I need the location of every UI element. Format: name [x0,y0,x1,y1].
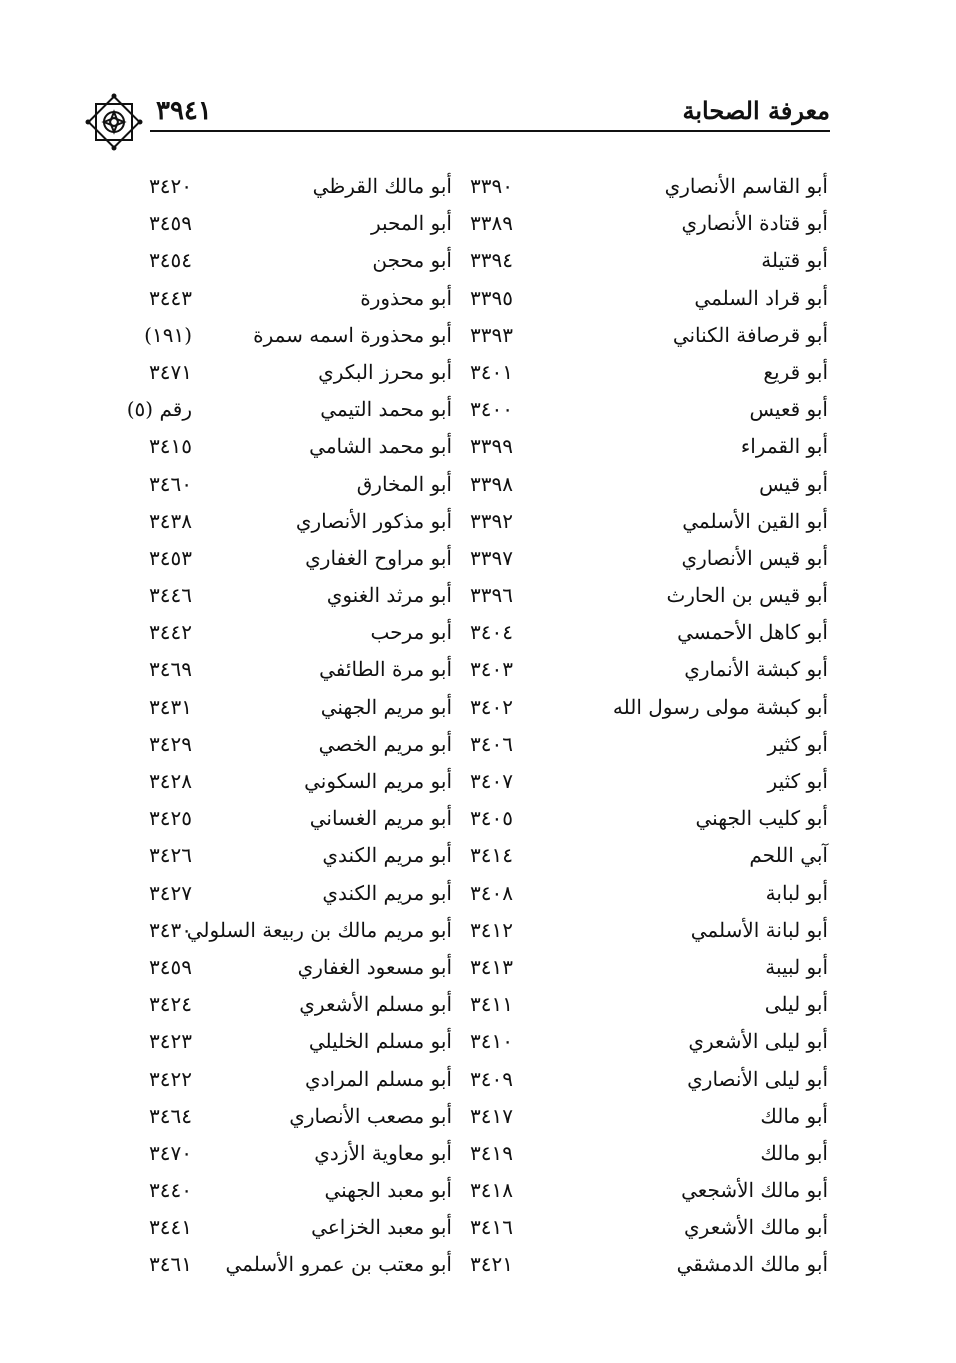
index-entry-number: ٣٤٤١ [149,1215,192,1240]
index-row [100,763,840,800]
index-entry-name: أبو مريم الجهني [320,694,452,719]
index-entry-name: أبو القمراء [740,434,828,459]
index-row [100,391,840,428]
index-entry-number: ٣٤٣٨ [149,508,192,533]
index-entry-name: آبي اللحم [749,843,828,868]
index-entry-name: أبو القاسم الأنصاري [664,174,828,198]
index-row [100,540,840,577]
index-entry-number: ٣٤١٠ [470,1029,513,1054]
index-entry-number: ٣٤٤٦ [149,583,192,608]
index-entry-number: ٣٤١٤ [470,843,513,868]
index-entry-name: أبو معبد الجهني [324,1178,452,1203]
index-entry-name: أبو معبد الخزاعي [311,1215,452,1240]
index-entry-name: أبو قراد السلمي [694,285,828,310]
index-row [100,466,840,503]
header-rule [150,130,830,132]
index-entry-name: أبو مريم الغساني [309,806,452,831]
index-row [100,800,840,837]
index-entry-name: أبو قتيلة [761,248,828,273]
index-entry-number: ٣٤٢٩ [149,731,192,756]
index-entry-name: أبو مسلم الخليلي [308,1029,452,1054]
index-entry-number: ٣٤٠٤ [470,620,513,645]
index-entry-name: أبو مراوح الغفاري [305,545,452,570]
index-entry-number: ٣٤١٩ [470,1140,513,1165]
index-entry-number: ٣٣٩٥ [470,285,513,310]
index-entry-name: أبو مذكور الأنصاري [295,508,452,533]
index-entry-number: ٣٤٧٠ [149,1140,192,1165]
index-entry-number: ٣٤٠٧ [470,769,513,793]
index-entry-name: أبو مريم الكندي [322,880,452,905]
index-entry-name: أبو مسلم الأشعري [299,992,452,1017]
index-entry-number: ٣٤٧١ [149,359,192,384]
index-entry-number: ٣٤٢٨ [149,769,192,793]
index-row [100,168,840,205]
index-entry-name: أبو قيس بن الحارث [666,583,828,608]
index-entry-number: ٣٤١٥ [149,434,192,459]
index-entry-number: ٣٤٢٢ [149,1066,192,1091]
index-entry-name: أبو محرز البكري [318,359,452,384]
index-entry-name: أبو كبشة مولى رسول الله [612,694,828,719]
index-row [100,1135,840,1172]
index-entry-name: أبو محجن [372,248,452,273]
octagram-ornament-icon [84,92,144,152]
index-entry-name: أبو ليلى الأنصاري [687,1066,828,1091]
index-entry-name: أبو قرصافة الكناني [672,322,828,347]
index-entry-number: ٣٣٩٣ [470,322,513,347]
index-entry-name: أبو مالك الأشعري [684,1215,828,1240]
index-entry-name: أبو مسعود الغفاري [297,954,452,979]
index-entry-number: ٣٤٥٩ [149,211,192,236]
index-entry-name: أبو مصعب الأنصاري [289,1103,452,1128]
index-entry-name: أبو كليب الجهني [695,806,828,831]
index-row [100,577,840,614]
index-row [100,1023,840,1060]
index-entry-number: ٣٣٩٧ [470,545,513,570]
index-row [100,503,840,540]
index-row [100,205,840,242]
index-entry-name: أبو مرحب [370,620,452,645]
index-entry-number: ٣٤٦٩ [149,657,192,682]
index-row [100,837,840,874]
index-entry-number: ٣٤٦١ [149,1252,192,1277]
index-entry-name: أبو ليلى الأشعري [688,1029,828,1054]
index-row [100,242,840,279]
index-entry-number: ٣٣٩٠ [470,174,513,198]
index-entry-number: ٣٤٠٩ [470,1066,513,1091]
index-entry-number: ٣٤٠١ [470,359,513,384]
index-entry-name: أبو محمد التيمي [320,397,452,422]
index-entry-name: أبو لبانة الأسلمي [690,917,828,942]
index-entry-number: ٣٣٩٦ [470,583,513,608]
index-row [100,1098,840,1135]
index-entry-name: أبو قيس الأنصاري [681,545,828,570]
index-entry-number: ٣٤٤٠ [149,1178,192,1203]
index-entry-name: أبو معاوية الأزدي [314,1140,452,1165]
index-entry-name: أبو قعيس [749,397,828,422]
index-row [100,912,840,949]
index-entry-name: أبو مالك القرظي [312,174,452,198]
index-entry-number: ٣٤١١ [470,992,513,1017]
index-row [100,1172,840,1209]
index-entry-name: أبو مريم الكندي [322,843,452,868]
index-entry-name: أبو مريم مالك بن ربيعة السلولي [186,917,452,942]
index-entry-name: أبو مريم السكوني [304,769,452,793]
index-entry-number: ٣٤٣٠ [149,917,192,942]
index-row [100,986,840,1023]
index-list [100,168,840,1284]
index-entry-number: ٣٤٦٤ [149,1103,192,1128]
index-entry-name: أبو مالك الأشجعي [681,1178,828,1203]
index-row [100,1061,840,1098]
index-entry-name: أبو لبيبة [765,954,828,979]
index-entry-number: ٣٤١٦ [470,1215,513,1240]
index-entry-name: أبو المحبر [370,211,452,236]
index-row [100,317,840,354]
index-entry-number: ٣٤٥٩ [149,954,192,979]
index-entry-number: ٣٤٠٢ [470,694,513,719]
index-entry-number: ٣٤٢٧ [149,880,192,905]
index-row [100,726,840,763]
index-entry-name: أبو قريع [763,359,828,384]
index-entry-number: ٣٣٨٩ [470,211,513,236]
index-entry-name: أبو مالك [760,1103,828,1128]
index-entry-name: أبو كبشة الأنماري [684,657,828,682]
index-entry-number: ٣٤٢٥ [149,806,192,831]
index-row [100,1246,840,1283]
index-row [100,949,840,986]
index-entry-number: (١٩١) [144,322,192,347]
index-entry-number: ٣٤٤٣ [149,285,192,310]
running-title: معرفة الصحابة [682,96,830,125]
index-entry-name: أبو قتادة الأنصاري [681,211,828,236]
index-entry-number: ٣٣٩٤ [470,248,513,273]
index-entry-number: ٣٣٩٨ [470,471,513,496]
index-entry-number: ٣٤١٢ [470,917,513,942]
index-entry-number: ٣٤٠٦ [470,731,513,756]
index-entry-name: أبو قيس [759,471,828,496]
index-entry-number: ٣٤٢٤ [149,992,192,1017]
index-entry-number: رقم (٥) [126,397,192,422]
index-row [100,280,840,317]
index-row [100,354,840,391]
index-entry-number: ٣٤١٨ [470,1178,513,1203]
index-entry-number: ٣٤٦٠ [149,471,192,496]
index-entry-number: ٣٤٢٠ [149,174,192,198]
index-entry-number: ٣٤٢٣ [149,1029,192,1054]
index-entry-name: أبو المخارق [356,471,452,496]
index-entry-name: أبو مالك [760,1140,828,1165]
index-row [100,428,840,465]
index-entry-name: أبو كثير [767,731,828,756]
index-row [100,689,840,726]
index-entry-number: ٣٤١٧ [470,1103,513,1128]
index-entry-number: ٣٣٩٢ [470,508,513,533]
index-entry-number: ٣٤١٣ [470,954,513,979]
index-entry-number: ٣٤٣١ [149,694,192,719]
index-row [100,1209,840,1246]
index-entry-number: ٣٤٢٦ [149,843,192,868]
index-row [100,875,840,912]
index-entry-name: أبو ليلى [764,992,828,1017]
index-entry-name: أبو كاهل الأحمسي [677,620,828,645]
index-entry-number: ٣٤٢١ [470,1252,513,1277]
index-entry-name: أبو محمد الشامي [309,434,452,459]
index-entry-name: أبو كثير [767,769,828,793]
index-entry-number: ٣٤٠٠ [470,397,513,422]
index-entry-name: أبو مريم الخصي [318,731,452,756]
index-entry-number: ٣٤٠٥ [470,806,513,831]
index-entry-name: أبو لبابة [765,880,828,905]
index-entry-name: أبو مرة الطائفي [319,657,452,682]
index-row [100,614,840,651]
index-entry-name: أبو محذورة اسمه سمرة [253,322,452,347]
index-row [100,651,840,688]
index-entry-name: أبو مرثد الغنوي [326,583,452,608]
index-entry-number: ٣٤٤٢ [149,620,192,645]
page-number: ٣٩٤١ [156,96,212,126]
index-entry-name: أبو محذورة [360,285,452,310]
index-entry-number: ٣٤٥٣ [149,545,192,570]
index-entry-name: أبو مسلم المرادي [304,1066,452,1091]
index-entry-number: ٣٤٠٣ [470,657,513,682]
index-entry-name: أبو معتب بن عمرو الأسلمي [225,1252,452,1277]
index-entry-number: ٣٤٥٤ [149,248,192,273]
index-entry-number: ٣٤٠٨ [470,880,513,905]
index-entry-name: أبو القين الأسلمي [682,508,828,533]
index-entry-number: ٣٣٩٩ [470,434,513,459]
index-entry-name: أبو مالك الدمشقي [676,1252,828,1277]
